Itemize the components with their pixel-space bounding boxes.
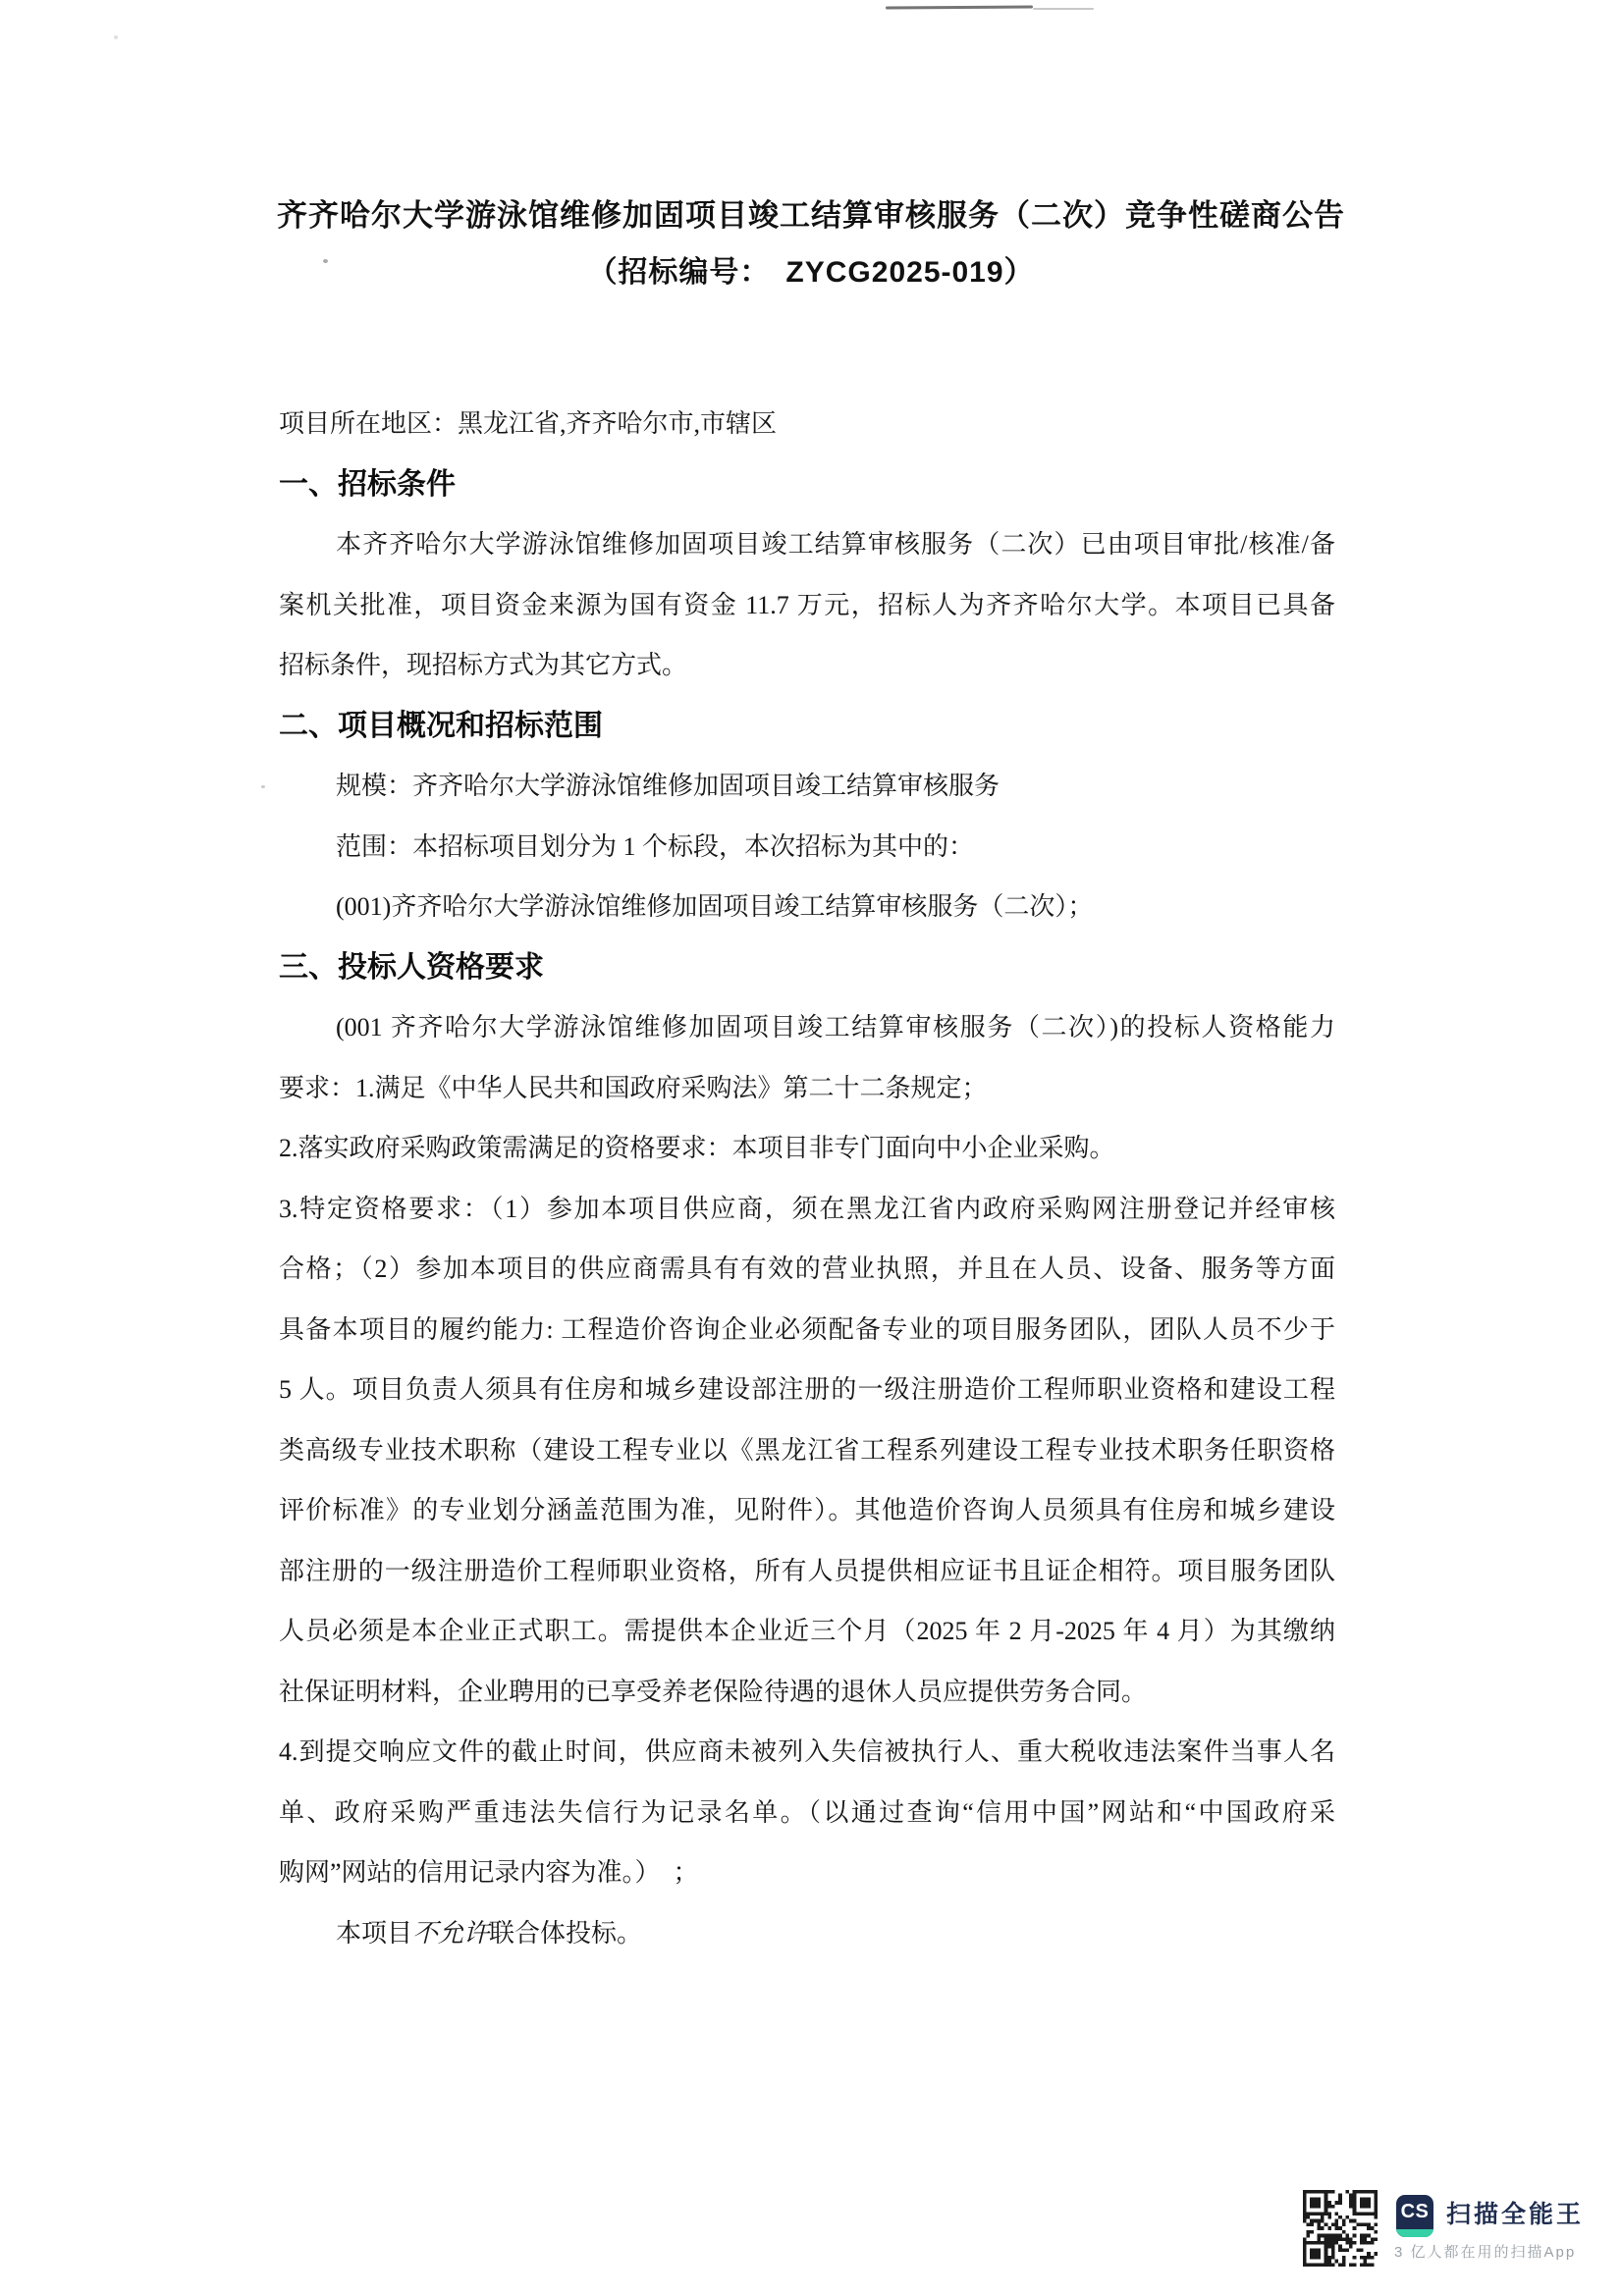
document-line: 要求：1.满足《中华人民共和国政府采购法》第二十二条规定； (279, 1073, 988, 1102)
document-title: 齐齐哈尔大学游泳馆维修加固项目竣工结算审核服务（二次）竞争性磋商公告 (277, 198, 1345, 233)
section-heading: 三、投标人资格要求 (279, 950, 544, 984)
scan-speck-artifact (114, 35, 118, 39)
scan-smudge-artifact (1033, 8, 1094, 10)
section-heading: 二、项目概况和招标范围 (279, 709, 603, 742)
document-line: 社保证明材料，企业聘用的已享受养老保险待遇的退休人员应提供劳务合同。 (279, 1677, 1148, 1706)
camscanner-brand-name: 扫描全能王 (1446, 2201, 1585, 2228)
document-line: (001)齐齐哈尔大学游泳馆维修加固项目竣工结算审核服务（二次）； (336, 892, 1094, 921)
document-line: 3.特定资格要求：（1）参加本项目供应商，须在黑龙江省内政府采购网注册登记并经审核 (279, 1194, 1335, 1223)
document-line: 类高级专业技术职称（建设工程专业以《黑龙江省工程系列建设工程专业技术职务任职资格 (279, 1435, 1335, 1465)
document-line: 4.到提交响应文件的截止时间，供应商未被列入失信被执行人、重大税收违法案件当事人名 (279, 1737, 1335, 1766)
document-body (279, 394, 1335, 1963)
document-line: 部注册的一级注册造价工程师职业资格，所有人员提供相应证书且证企相符。项目服务团队 (279, 1556, 1335, 1585)
document-line: 招标条件，现招标方式为其它方式。 (279, 651, 688, 679)
document-line: 单、政府采购严重违法失信行为记录名单。（以通过查询“信用中国”网站和“中国政府采 (279, 1797, 1335, 1827)
document-line: 人员必须是本企业正式职工。需提供本企业近三个月（2025 年 2 月-2025 年 4 月）为其缴纳 (279, 1617, 1335, 1645)
scan-speck-artifact (261, 785, 265, 788)
document-line: 5 人。项目负责人须具有住房和城乡建设部注册的一级注册造价工程师职业资格和建设工程 (279, 1375, 1335, 1404)
document-line: 范围：本招标项目划分为 1 个标段，本次招标为其中的： (336, 831, 975, 861)
camscanner-logo-accent-strip (1396, 2229, 1433, 2237)
document-line: 2.落实政府采购政策需满足的资格要求：本项目非专门面向中小企业采购。 (279, 1134, 1115, 1162)
camscanner-tagline: 3 亿人都在用的扫描App (1394, 2244, 1577, 2261)
document-line: 评价标准》的专业划分涵盖范围为准，见附件）。其他造价咨询人员须具有住房和城乡建设 (279, 1496, 1335, 1524)
qr-code-icon (1303, 2190, 1378, 2267)
camscanner-logo-text: CS (1400, 2201, 1430, 2222)
document-line: 具备本项目的履约能力: 工程造价咨询企业必须配备专业的项目服务团队，团队人员不少于 (279, 1314, 1335, 1344)
camscanner-logo-icon (1396, 2195, 1433, 2237)
document-line: 项目所在地区：黑龙江省,齐齐哈尔市,市辖区 (279, 409, 778, 438)
camscanner-watermark (1303, 2187, 1597, 2275)
document-line: 本项目不允许联合体投标。 (336, 1918, 643, 1948)
document-line: 案机关批准，项目资金来源为国有资金 11.7 万元，招标人为齐齐哈尔大学。本项目已具备 (279, 590, 1335, 619)
document-line: 合格；（2）参加本项目的供应商需具有有效的营业执照，并且在人员、设备、服务等方面 (279, 1255, 1335, 1283)
scan-smudge-artifact (886, 5, 1033, 9)
document-line: (001 齐齐哈尔大学游泳馆维修加固项目竣工结算审核服务（二次）)的投标人资格能力 (336, 1013, 1335, 1041)
document-line: 规模：齐齐哈尔大学游泳馆维修加固项目竣工结算审核服务 (336, 772, 1000, 800)
document-line: 本齐齐哈尔大学游泳馆维修加固项目竣工结算审核服务（二次）已由项目审批/核准/备 (336, 530, 1335, 559)
document-line: 购网”网站的信用记录内容为准。） ； (279, 1858, 699, 1887)
section-heading: 一、招标条件 (279, 467, 456, 501)
tender-number: （招标编号： ZYCG2025-019） (587, 256, 1035, 289)
